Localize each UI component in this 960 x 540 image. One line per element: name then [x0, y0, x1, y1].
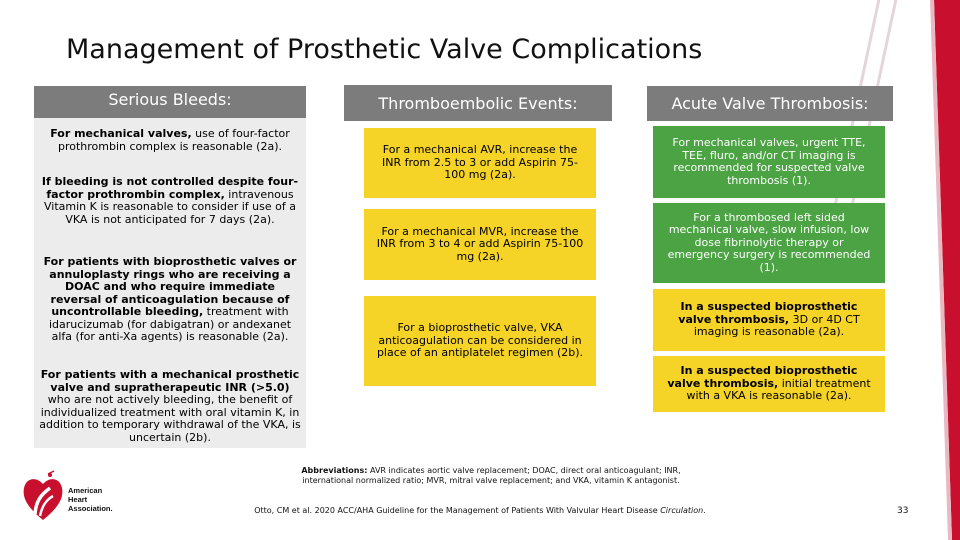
header-acute-valve-thrombosis: Acute Valve Thrombosis: [647, 86, 893, 121]
citation-end: . [703, 506, 706, 515]
abbreviations-note [290, 466, 692, 485]
citation-text: Otto, CM et al. 2020 ACC/AHA Guideline for the Management of Patients With Valvular Heart Disease [254, 506, 661, 515]
decor-red-wedge [922, 0, 960, 540]
bleeds-item-3 [38, 256, 302, 344]
thrombosis-card-3 [653, 289, 885, 351]
page-title: Management of Prosthetic Valve Complications [66, 34, 703, 65]
page-number: 33 [897, 506, 909, 516]
thromboembolic-card-3 [364, 296, 596, 386]
bleeds-item-1-text: use of four-factor prothrombin complex is reasonable (2a). [58, 127, 290, 153]
thromboembolic-card-1-text: For a mechanical AVR, increase the INR from 2.5 to 3 or add Aspirin 75-100 mg (2a). [382, 143, 578, 182]
bleeds-item-3-bold: For patients with bioprosthetic valves or annuloplasty rings who are receiving a DOAC and who require immediate reversal of anticoagulation because of uncontrollable bleeding, [43, 255, 297, 318]
thromboembolic-card-1 [364, 128, 596, 198]
aha-logo-icon [20, 470, 66, 522]
thrombosis-card-3-content [663, 301, 875, 339]
thrombosis-card-4-content [663, 365, 875, 403]
bleeds-item-4-text: who are not actively bleeding, the benefit of individualized treatment with oral vitamin K, in addition to temporary withdrawal of the VKA, is uncertain (2b). [39, 393, 301, 444]
thromboembolic-card-2 [364, 209, 596, 280]
bleeds-item-1-bold: For mechanical valves, [50, 127, 192, 140]
citation [220, 506, 740, 515]
bleeds-item-4 [38, 369, 302, 444]
aha-logo-line3: Association. [68, 504, 113, 513]
header-thromboembolic-events: Thromboembolic Events: [344, 85, 612, 121]
thrombosis-card-4-bold: In a suspected bioprosthetic valve thrombosis, [667, 364, 858, 390]
thrombosis-card-1-text: For mechanical valves, urgent TTE, TEE, fluro, and/or CT imaging is recommended for suspected valve thrombosis (1). [672, 136, 866, 187]
aha-logo-line1: American [68, 486, 103, 495]
bleeds-item-2-bold: If bleeding is not controlled despite four-factor prothrombin complex, [41, 175, 299, 201]
bleeds-item-2 [38, 176, 302, 226]
thrombosis-card-2-text: For a thrombosed left sided mechanical valve, slow infusion, low dose fibrinolytic therapy or emergency surgery is recommended (1). [667, 210, 871, 274]
bleeds-item-3-text: treatment with idarucizumab (for dabigatran) or andexanet alfa (for anti-Xa agents) is reasonable (2a). [48, 305, 292, 343]
bleeds-item-1 [42, 128, 298, 153]
citation-journal: Circulation [660, 506, 704, 515]
thrombosis-card-4 [653, 356, 885, 412]
bleeds-item-2-text: intravenous Vitamin K is reasonable to consider if use of a VKA is not anticipated for 7 days (2a). [44, 187, 296, 226]
thrombosis-card-1 [653, 126, 885, 198]
thrombosis-card-4-text: initial treatment with a VKA is reasonable (2a). [686, 376, 871, 403]
thrombosis-card-3-bold: In a suspected bioprosthetic valve thrombosis, [678, 300, 858, 326]
header-serious-bleeds: Serious Bleeds: [34, 86, 306, 118]
bleeds-item-4-bold: For patients with a mechanical prosthetic valve and supratherapeutic INR (>5.0) [40, 368, 300, 394]
thromboembolic-card-2-text: For a mechanical MVR, increase the INR from 3 to 4 or add Aspirin 75-100 mg (2a). [376, 224, 584, 263]
abbreviations-text: AVR indicates aortic valve replacement; DOAC, direct oral anticoagulant; INR, international normalized ratio; MVR, mitral valve replacement; and VKA, vitamin K antagonist. [302, 466, 681, 485]
aha-logo-text [68, 486, 113, 513]
aha-logo-line2: Heart [68, 495, 88, 504]
thrombosis-card-3-text: 3D or 4D CT imaging is reasonable (2a). [693, 312, 860, 339]
thrombosis-card-2 [653, 203, 885, 283]
thromboembolic-card-3-text: For a bioprosthetic valve, VKA anticoagulation can be considered in place of an antiplatelet regimen (2b). [376, 321, 584, 360]
abbreviations-label: Abbreviations: [301, 466, 368, 475]
